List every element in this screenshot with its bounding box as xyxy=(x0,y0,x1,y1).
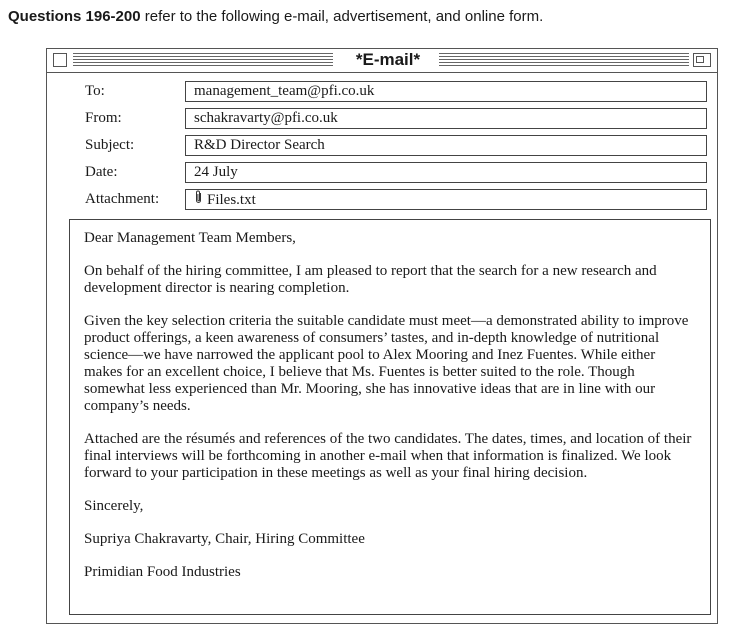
subject-field[interactable]: R&D Director Search xyxy=(185,135,707,156)
message-body[interactable] xyxy=(69,219,711,615)
questions-label: Questions 196-200 xyxy=(8,8,141,25)
attachment-label: Attachment: xyxy=(85,191,160,207)
from-row xyxy=(47,108,717,130)
close-box-icon[interactable] xyxy=(53,53,67,67)
subject-label: Subject: xyxy=(85,137,135,153)
date-label: Date: xyxy=(85,164,118,180)
paragraph-2: Given the key selection criteria the suitable candidate must meet—a demonstrated ability to improve product offerings, a keen awareness of consumers’ tastes, and in-depth knowledge of nutritional science—we have narrowed the applicant pool to Alex Mooring and Inez Fuentes. While either makes for an excellent choice, I believe that Ms. Fuentes is better suited to the role. Though somewhat less experienced than Mr. Mooring, she has innovative ideas that are in line with our company’s needs. xyxy=(84,313,689,414)
email-window xyxy=(46,48,718,624)
signature-name: Supriya Chakravarty, Chair, Hiring Committee xyxy=(84,531,365,547)
attachment-field[interactable] xyxy=(185,189,707,210)
title-bar[interactable] xyxy=(47,49,717,73)
closing: Sincerely, xyxy=(84,498,144,514)
from-label: From: xyxy=(85,110,122,126)
title-stripes-right xyxy=(439,53,689,67)
instructions xyxy=(8,8,748,25)
paperclip-icon xyxy=(194,190,203,209)
signature-company: Primidian Food Industries xyxy=(84,564,241,580)
zoom-box-icon[interactable] xyxy=(693,53,711,67)
to-field[interactable]: management_team@pfi.co.uk xyxy=(185,81,707,102)
paragraph-3: Attached are the résumés and references of the two candidates. The dates, times, and location of their final interviews will be forthcoming in another e-mail when that information is finalized. We look forward to your participation in these meetings as well as your final hiring decision. xyxy=(84,431,692,481)
attachment-filename[interactable]: Files.txt xyxy=(207,192,256,208)
to-row xyxy=(47,81,717,103)
date-field[interactable]: 24 July xyxy=(185,162,707,183)
window-title: *E-mail* xyxy=(343,50,433,70)
from-field[interactable]: schakravarty@pfi.co.uk xyxy=(185,108,707,129)
attachment-row xyxy=(47,189,717,211)
to-label: To: xyxy=(85,83,105,99)
greeting: Dear Management Team Members, xyxy=(84,230,296,246)
title-stripes-left xyxy=(73,53,333,67)
subject-row xyxy=(47,135,717,157)
instructions-text: refer to the following e-mail, advertisement, and online form. xyxy=(140,8,544,25)
date-row xyxy=(47,162,717,184)
paragraph-1: On behalf of the hiring committee, I am pleased to report that the search for a new research and development director is nearing completion. xyxy=(84,263,657,296)
